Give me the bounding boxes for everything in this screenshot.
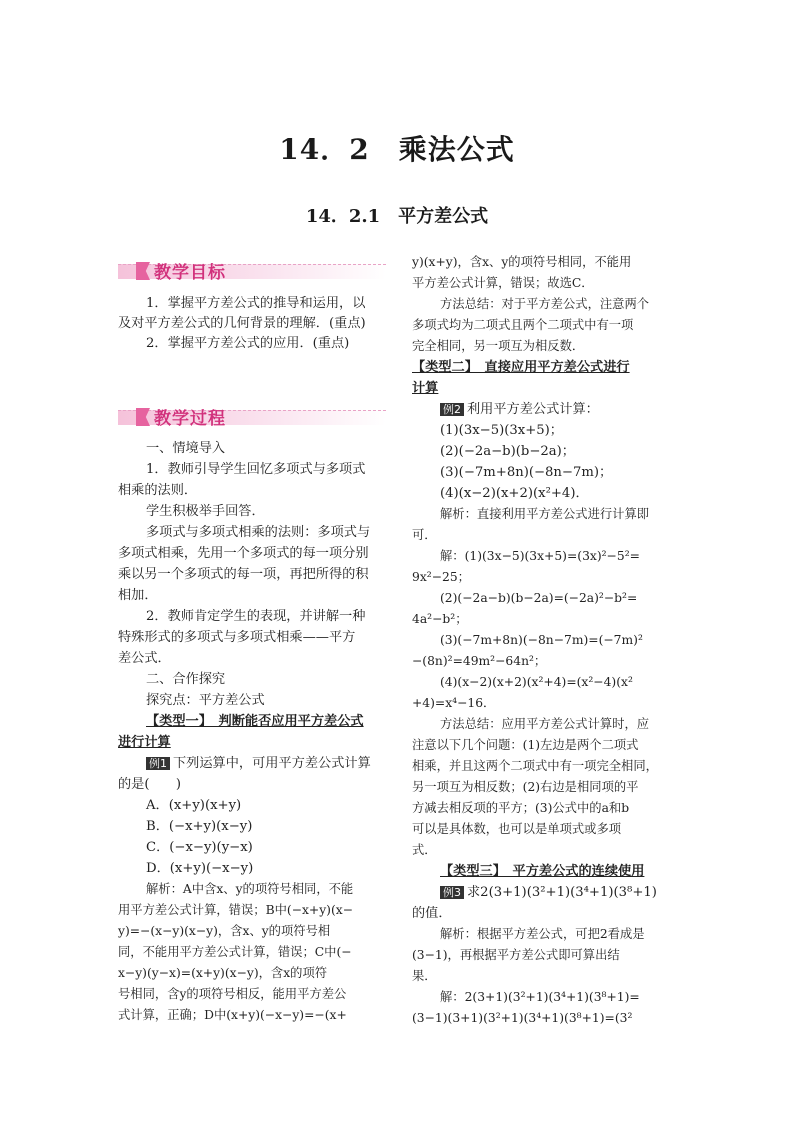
text-line: y)(x+y)，含x、y的项符号相同，不能用 (412, 255, 632, 269)
text-line: x−y)(y−x)=(x+y)(x−y)，含x的项符 (118, 966, 328, 980)
text-line: 号相同，含y的项符号相反，能用平方差公 (118, 987, 347, 1001)
text-line: 解析：根据平方差公式，可把2看成是 (440, 927, 645, 941)
text-line: 的是( ) (118, 777, 182, 792)
text-line: 乘以另一个多项式的每一项，再把所得的积 (118, 567, 369, 582)
text-line: 方法总结：应用平方差公式计算时，应 (440, 717, 650, 731)
type-heading: 进行计算 (118, 735, 171, 750)
text-line: 多项式相乘，先用一个多项式的每一项分别 (118, 546, 369, 561)
text-line: 用平方差公式计算，错误；B中(−x+y)(x− (118, 903, 354, 917)
text-line: 式计算，正确；D中(x+y)(−x−y)=−(x+ (118, 1008, 347, 1022)
text-line: (3)(−7m+8n)(−8n−7m)=(−7m)² (440, 633, 643, 647)
option-b: B．(−x+y)(x−y) (146, 819, 253, 834)
text-line: 解析：直接利用平方差公式进行计算即 (440, 507, 650, 521)
text-line: 解析：A中含x、y的项符号相同，不能 (146, 882, 354, 896)
text-line: (4)(x−2)(x+2)(x²+4)． (440, 486, 589, 501)
text-line: 2．教师肯定学生的表现，并讲解一种 (146, 609, 366, 624)
type-heading: 【类型一】 判断能否应用平方差公式 (146, 714, 364, 729)
text-line: 二、合作探究 (146, 672, 226, 687)
text-line: 多项式与多项式相乘的法则：多项式与 (146, 525, 371, 540)
text-line: 方减去相反项的平方；(3)公式中的a和b (412, 801, 630, 815)
text-line: 另一项互为相反数；(2)右边是相同项的平 (412, 780, 639, 794)
text-line: (3)(−7m+8n)(−8n−7m)； (440, 465, 613, 480)
type-heading: 【类型二】 直接应用平方差公式进行 (412, 360, 630, 375)
text-line: 相加． (118, 588, 158, 603)
text-line: (2)(−2a−b)(b−2a)=(−2a)²−b²= (440, 591, 638, 605)
text-line: 4a²−b²； (412, 612, 468, 626)
goals-banner (118, 258, 388, 282)
type-heading: 【类型三】 平方差公式的连续使用 (440, 864, 645, 879)
text-line: 相乘的法则． (118, 483, 198, 498)
text-line: 解：2(3+1)(3²+1)(3⁴+1)(3⁸+1)= (440, 990, 640, 1004)
text-line: 平方差公式计算，错误；故选C． (412, 276, 594, 290)
text-line: (2)(−2a−b)(b−2a)； (440, 444, 575, 459)
example-badge: 例3 (440, 886, 464, 899)
text-line: 多项式均为二项式且两个二项式中有一项 (412, 318, 634, 332)
type-heading: 计算 (412, 381, 439, 396)
process-banner (118, 404, 388, 428)
banner-label: 教学目标 (154, 263, 226, 283)
text-line: 9x²−25； (412, 570, 470, 584)
text-line: 一、情境导入 (146, 441, 226, 456)
text-line: 注意以下几个问题：(1)左边是两个二项式 (412, 738, 639, 752)
text-line: 差公式． (118, 651, 171, 666)
example-badge: 例1 (146, 757, 170, 770)
banner-label: 教学过程 (154, 409, 226, 429)
text-line: y)=−(x−y)(x−y)，含x、y的项符号相 (118, 924, 331, 938)
text-line: 1．掌握平方差公式的推导和运用，以 (146, 296, 366, 311)
text-line: (1)(3x−5)(3x+5)； (440, 423, 563, 438)
text-line: 1．教师引导学生回忆多项式与多项式 (146, 462, 366, 477)
page-title: 14．2 乘法公式 (279, 133, 515, 166)
option-d: D．(x+y)(−x−y) (146, 861, 254, 876)
option-c: C．(−x−y)(y−x) (146, 840, 253, 855)
section-title: 14．2.1 平方差公式 (305, 206, 489, 227)
text-line: 可． (412, 528, 437, 542)
example-line: 例3 求2(3+1)(3²+1)(3⁴+1)(3⁸+1) (440, 884, 657, 901)
example-line: 例1 下列运算中，可用平方差公式计算 (146, 755, 371, 772)
text-line: 相乘，并且这两个二项式中有一项完全相同， (412, 759, 658, 773)
text-line: 可以是具体数，也可以是单项式或多项 (412, 822, 622, 836)
text-line: 果． (412, 969, 437, 983)
text-line: 完全相同，另一项互为相反数． (412, 339, 585, 353)
text-line: 方法总结：对于平方差公式，注意两个 (440, 297, 650, 311)
text-line: +4)=x⁴−16． (412, 696, 496, 710)
text-line: (3−1)，再根据平方差公式即可算出结 (412, 948, 620, 962)
text-line: 特殊形式的多项式与多项式相乘——平方 (118, 630, 356, 645)
text-line: (3−1)(3+1)(3²+1)(3⁴+1)(3⁸+1)=(3² (412, 1011, 633, 1025)
text-line: 及对平方差公式的几何背景的理解．(重点) (118, 316, 366, 331)
text-line: 同，不能用平方差公式计算，错误；C中(− (118, 945, 352, 959)
example-line: 例2 利用平方差公式计算： (440, 401, 599, 418)
text-line: 解：(1)(3x−5)(3x+5)=(3x)²−5²= (440, 549, 640, 563)
option-a: A．(x+y)(x+y) (146, 798, 242, 813)
text-line: −(8n)²=49m²−64n²； (412, 654, 547, 668)
text-line: 探究点：平方差公式 (146, 693, 265, 708)
example-badge: 例2 (440, 403, 464, 416)
text-line: (4)(x−2)(x+2)(x²+4)=(x²−4)(x² (440, 675, 633, 689)
text-line: 的值． (412, 906, 452, 921)
text-line: 2．掌握平方差公式的应用．(重点) (146, 336, 350, 351)
text-line: 式． (412, 843, 437, 857)
text-line: 学生积极举手回答． (146, 504, 265, 519)
